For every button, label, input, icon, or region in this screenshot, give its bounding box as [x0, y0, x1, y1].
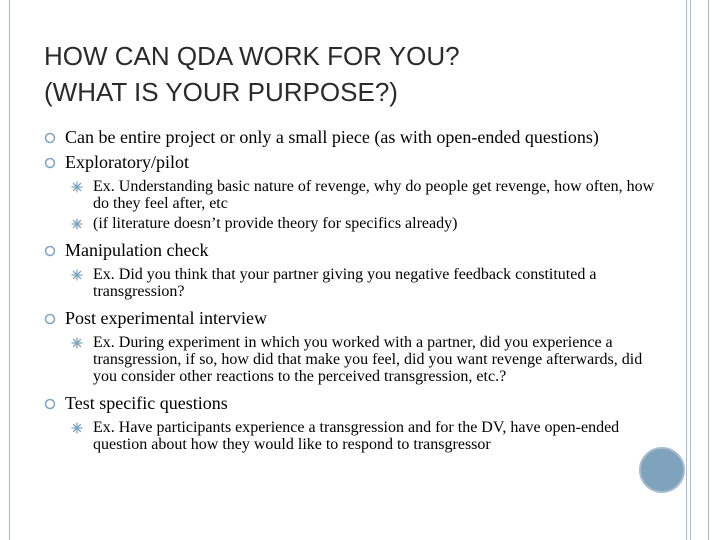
sub-bullet-text: Ex. During experiment in which you worked with a partner, did you experience a transgression, if so, how did that make you feel, did you want revenge afterwards, did you consider other reactions to the perceived transgression, etc.?: [93, 334, 643, 385]
bullet-list: [44, 128, 664, 456]
sunburst-bullet-icon: [71, 337, 83, 349]
hollow-circle-bullet-icon: [44, 313, 56, 325]
sunburst-bullet-icon: [71, 218, 83, 230]
sub-bullet-item: [44, 266, 664, 300]
sub-bullet-item: [44, 215, 664, 232]
right-border-line: [690, 0, 691, 540]
bullet-item: [44, 309, 664, 328]
hollow-circle-bullet-icon: [44, 157, 56, 169]
hollow-circle-bullet-icon: [44, 132, 56, 144]
hollow-circle-bullet-icon: [44, 398, 56, 410]
sub-bullet-text: Ex. Understanding basic nature of revenge, why do people get revenge, how often, how do they feel after, etc: [93, 178, 655, 212]
bullet-text: Can be entire project or only a small piece (as with open-ended questions): [65, 127, 599, 147]
slide-title: [44, 38, 654, 110]
bullet-text: Test specific questions: [65, 393, 228, 413]
bullet-item: [44, 153, 664, 172]
sunburst-bullet-icon: [71, 181, 83, 193]
bullet-text: Manipulation check: [65, 240, 209, 260]
sub-bullet-text: (if literature doesn’t provide theory for specifics already): [93, 215, 458, 232]
sunburst-bullet-icon: [71, 269, 83, 281]
left-border-line: [9, 0, 10, 540]
bullet-item: [44, 394, 664, 413]
bullet-text: Exploratory/pilot: [65, 152, 189, 172]
title-line: HOW CAN QDA WORK FOR YOU?: [44, 41, 460, 71]
hollow-circle-bullet-icon: [44, 245, 56, 257]
sub-bullet-text: Ex. Did you think that your partner giving you negative feedback constituted a transgression?: [93, 266, 597, 300]
title-line: (WHAT IS YOUR PURPOSE?): [44, 77, 398, 107]
right-border-line: [708, 0, 709, 540]
sub-bullet-item: [44, 334, 664, 385]
bullet-text: Post experimental interview: [65, 308, 267, 328]
sub-bullet-item: [44, 419, 664, 453]
bullet-item: [44, 241, 664, 260]
right-border-line: [686, 0, 687, 540]
bullet-item: [44, 128, 664, 147]
decorative-circle: [639, 447, 685, 493]
sub-bullet-item: [44, 178, 664, 212]
sunburst-bullet-icon: [71, 422, 83, 434]
sub-bullet-text: Ex. Have participants experience a transgression and for the DV, have open-ended question about how they would like to respond to transgressor: [93, 419, 620, 453]
